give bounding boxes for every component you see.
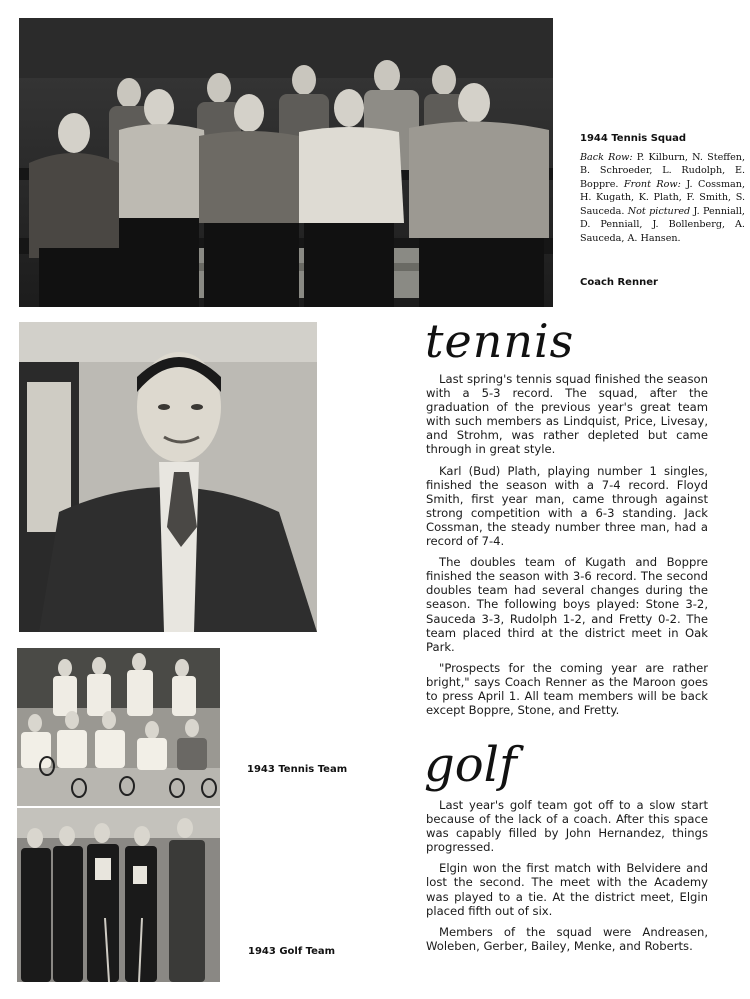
front-row-names: J. Cossman, H. Kugath, K. Plath, F. Smith, S. Sauceda. <box>580 178 745 217</box>
golf-paragraph: Last year's golf team got off to a slow start because of the lack of a coach. After this space was capably filled by John Hernandez, things progressed. <box>426 798 708 855</box>
golf-1943-photo <box>17 808 220 982</box>
tennis-article <box>426 372 708 724</box>
squad-caption-title: 1944 Tennis Squad <box>580 133 687 144</box>
golf-heading: golf <box>424 737 517 793</box>
back-row-names: P. Kilburn, N. Steffen, B. Schroeder, L. Rudolph, E. Boppre. <box>580 151 745 190</box>
squad-photo <box>19 18 553 307</box>
tennis-paragraph: "Prospects for the coming year are rather bright," says Coach Renner as the Maroon goes to press April 1. All team members will be back except Boppre, Stone, and Fretty. <box>426 660 708 718</box>
squad-caption <box>580 132 745 245</box>
tennis-heading: tennis <box>425 314 575 368</box>
coach-photo <box>19 322 317 632</box>
tennis-1943-photo <box>17 648 220 806</box>
not-pictured-label: Not pictured <box>627 205 691 217</box>
tennis-paragraph: Karl (Bud) Plath, playing number 1 singles, finished the season with a 7-4 record. Floyd Smith, first year man, came through against strong competition with a 6-3 standing. Jack Cossman, the steady number three man, had a record of 7-4. <box>426 463 708 549</box>
golf-1943-caption: 1943 Golf Team <box>248 946 336 957</box>
coach-caption: Coach Renner <box>580 277 658 288</box>
not-pictured-names: J. Penniall, D. Penniall, J. Bollenberg, A. Sauceda, A. Hansen. <box>580 205 745 244</box>
golf-article <box>426 798 708 960</box>
tennis-1943-caption: 1943 Tennis Team <box>247 764 348 775</box>
tennis-paragraph: The doubles team of Kugath and Boppre finished the season with 3-6 record. The second doubles team had several changes during the season. The following boys played: Stone 3-2, Sauceda 3-3, Rudolph 1-2, and Fretty 0-2. The team placed third at the district meet in Oak Park. <box>426 555 708 654</box>
back-row-label: Back Row: <box>580 151 633 163</box>
front-row-label: Front Row: <box>623 178 681 190</box>
tennis-paragraph: Last spring's tennis squad finished the season with a 5-3 record. The squad, after the graduation of the previous year's great team with such members as Lindquist, Price, Livesay, and Strohm, was rather depleted but came through in great style. <box>426 372 708 457</box>
golf-paragraph: Elgin won the first match with Belvidere and lost the second. The meet with the Academy was played to a tie. At the district meet, Elgin placed fifth out of six. <box>426 861 708 918</box>
golf-paragraph: Members of the squad were Andreasen, Woleben, Gerber, Bailey, Menke, and Roberts. <box>426 924 708 953</box>
squad-caption-body <box>580 151 745 246</box>
